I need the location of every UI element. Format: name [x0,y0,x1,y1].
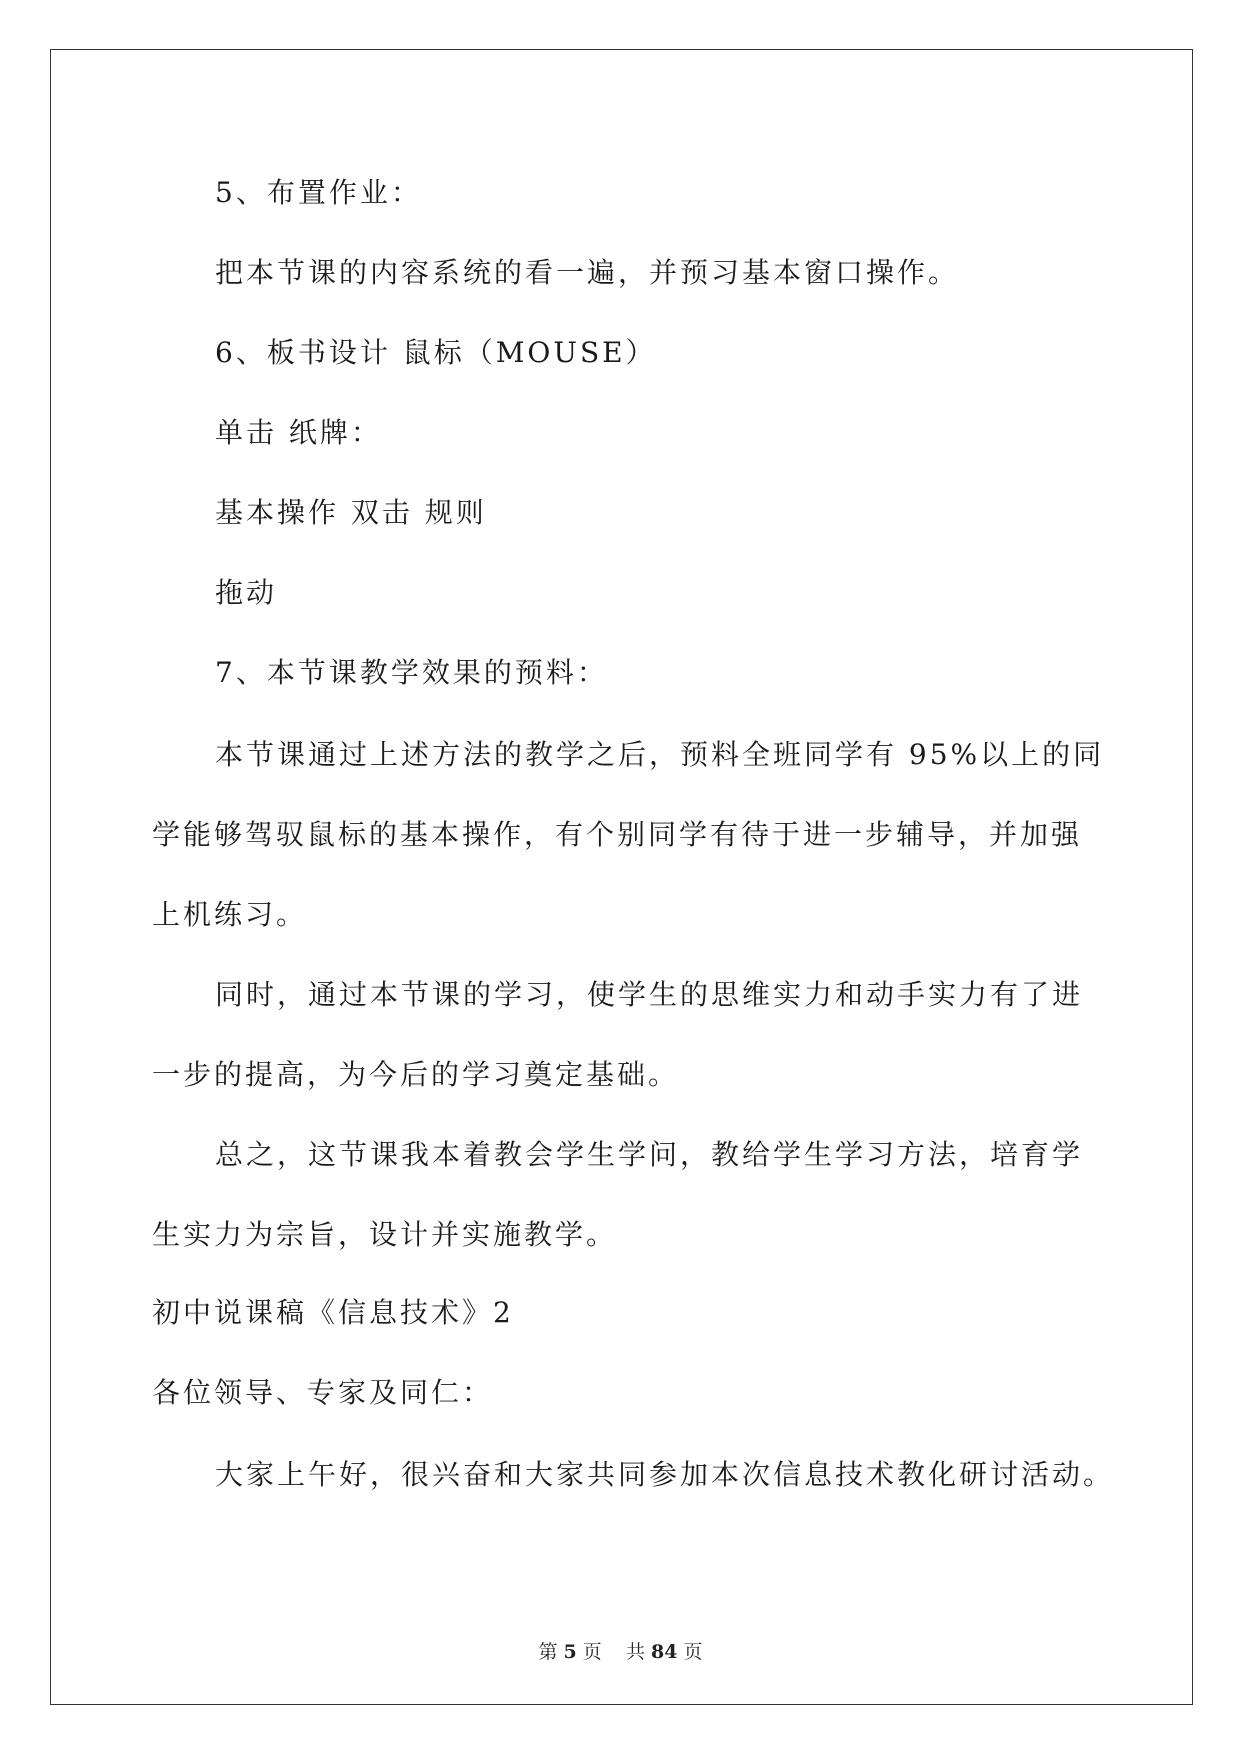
footer-total-prefix: 共 [625,1641,645,1663]
section-title: 初中说课稿《信息技术》2 [152,1296,514,1329]
paragraph-line: 上机练习。 [152,898,308,931]
paragraph-line: 大家上午好，很兴奋和大家共同参加本次信息技术教化研讨活动。 [215,1458,1115,1491]
page-footer [0,1637,1241,1664]
paragraph-line: 本节课通过上述方法的教学之后，预料全班同学有 95%以上的同 [215,738,1105,771]
paragraph-line: 同时，通过本节课的学习，使学生的思维实力和动手实力有了进 [215,978,1084,1011]
paragraph-line: 一步的提高，为今后的学习奠定基础。 [152,1058,680,1091]
board-design-line: 基本操作 双击 规则 [215,496,487,529]
page-border [50,49,1193,1705]
greeting: 各位领导、专家及同仁： [152,1376,494,1409]
effect-heading: 7、本节课教学效果的预料： [215,656,608,689]
paragraph-line: 学能够驾驭鼠标的基本操作，有个别同学有待于进一步辅导，并加强 [152,818,1083,851]
total-page-number: 84 [651,1641,678,1663]
board-design-line: 拖动 [215,576,278,609]
board-design-heading: 6、板书设计 鼠标（MOUSE） [215,336,657,369]
current-page-number: 5 [563,1641,577,1663]
footer-total-suffix: 页 [683,1641,703,1663]
homework-text: 把本节课的内容系统的看一遍，并预习基本窗口操作。 [215,256,960,289]
footer-prefix: 第 [538,1641,558,1663]
paragraph-line: 生实力为宗旨，设计并实施教学。 [152,1218,618,1251]
footer-page-suffix: 页 [582,1641,602,1663]
homework-heading: 5、布置作业： [215,176,422,209]
board-design-line: 单击 纸牌： [215,416,382,449]
paragraph-line: 总之，这节课我本着教会学生学问，教给学生学习方法，培育学 [215,1138,1084,1171]
